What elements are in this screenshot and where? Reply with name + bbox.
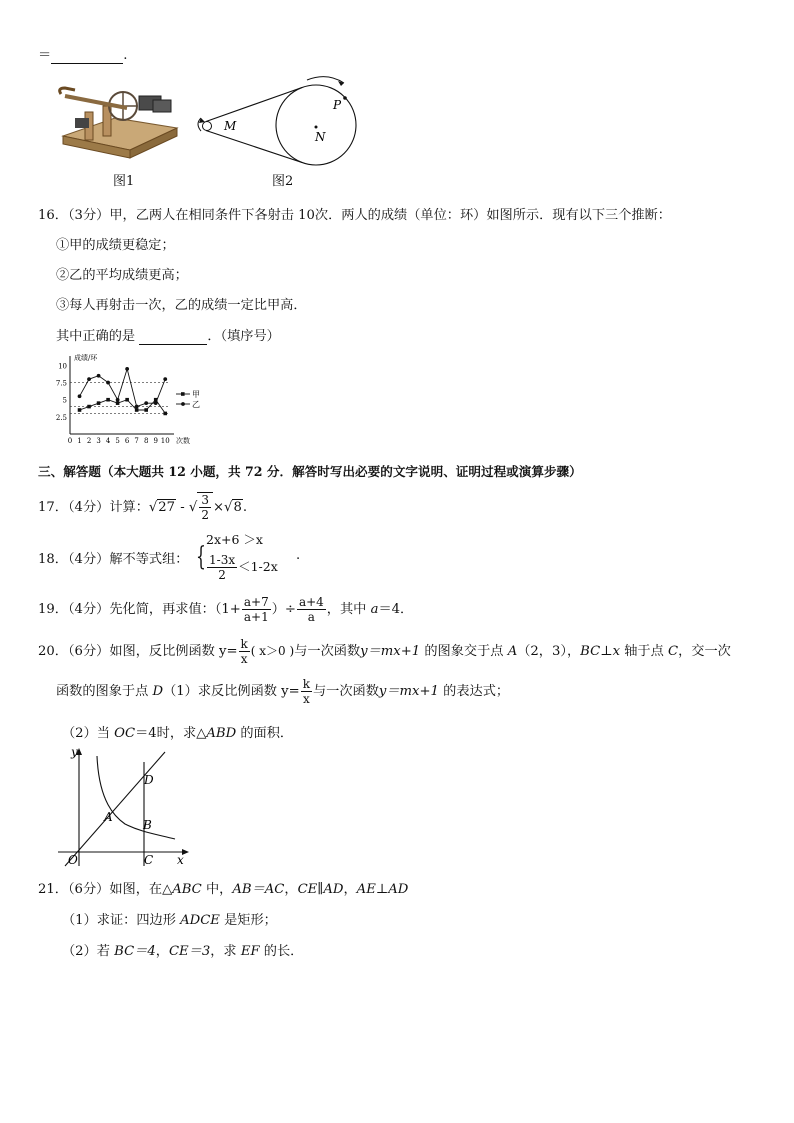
y-tick-label: 7.5 — [55, 379, 67, 388]
x-tick-label: 2 — [86, 437, 92, 445]
data-point — [97, 374, 101, 378]
svg-text:C: C — [144, 853, 154, 867]
data-point — [135, 405, 139, 409]
small-circle-m — [203, 122, 212, 131]
x-tick-label: 9 — [153, 437, 158, 445]
sqrt-8: √8 — [224, 500, 242, 515]
label-m: M — [224, 119, 237, 133]
fig1-caption: 图1 — [113, 174, 135, 189]
data-point — [116, 401, 120, 405]
sqrt-27: √27 — [148, 500, 176, 515]
data-point — [78, 394, 82, 398]
data-point — [78, 408, 82, 412]
data-point — [106, 381, 110, 385]
q16-stem: 16．（3分）甲，乙两人在相同条件下各射击 10次．两人的成绩（单位：环）如图所示．现有以下三个推断： — [38, 208, 671, 223]
q20-line1: 20．（6分）如图，反比例函数 y= $\frac{k}{x}$ ( x＞0 )与一次函数y＝mx+1 的图象交于点 A（2，3），BC⊥x 轴于点 C，交一次 — [38, 637, 731, 666]
svg-text:y: y — [71, 745, 78, 759]
data-point — [125, 367, 129, 371]
data-point — [163, 377, 167, 381]
x-tick-label: 10 — [160, 437, 170, 445]
y-axis-label: 成绩/环 — [74, 354, 98, 362]
q16-item2: ②乙的平均成绩更高； — [56, 268, 188, 283]
legend-label: 甲 — [192, 390, 200, 399]
legend-marker — [181, 392, 185, 396]
data-point — [154, 401, 158, 405]
q16-ask: 其中正确的是 ．（填序号） — [56, 329, 280, 344]
data-point — [87, 377, 91, 381]
svg-text:x: x — [177, 853, 184, 867]
x-tick-label: 8 — [143, 437, 149, 445]
q18-row2: $\frac{1-3x}{2}$ ＜1-2x — [209, 553, 278, 582]
y-tick-label: 5 — [62, 396, 67, 405]
q19: 19．（4分）先化简，再求值：（1+ $\frac{a+7}{a+1}$ ）÷ $\frac{a+4}{a}$ ，其中 a＝4． — [38, 595, 414, 624]
q21-part2: （2）若 BC＝4，CE＝3，求 EF 的长． — [62, 944, 304, 959]
x-tick-label: 4 — [105, 437, 111, 445]
legend-marker — [181, 402, 185, 406]
data-point — [116, 398, 120, 402]
x-tick-label: 5 — [115, 437, 120, 445]
data-point — [135, 408, 139, 412]
q18-prefix: 18．（4分）解不等式组： — [38, 552, 189, 567]
data-point — [144, 401, 148, 405]
label-n: N — [315, 130, 326, 144]
x-tick-label: 0 — [67, 437, 73, 445]
y-tick-label: 2.5 — [55, 413, 67, 422]
y-tick-label: 10 — [58, 362, 67, 371]
q15-answer-line: ＝ . — [38, 48, 128, 63]
svg-text:O: O — [68, 853, 78, 867]
q20-line2: 函数的图象于点 D（1）求反比例函数 y= $\frac{k}{x}$ 与一次函数y＝mx+1 的表达式； — [56, 677, 510, 706]
q20-part2: （2）当 OC＝4时，求△ABD 的面积． — [62, 726, 294, 741]
pulley-diagram — [195, 68, 365, 168]
q21-stem: 21．（6分）如图，在△ABC 中，AB＝AC，CE∥AD，AE⊥AD — [38, 882, 409, 897]
x-tick-label: 7 — [134, 437, 139, 445]
data-point — [106, 398, 110, 402]
label-p: P — [333, 98, 342, 112]
x-tick-label: 6 — [124, 437, 130, 445]
score-line-chart — [52, 350, 222, 450]
series-line-2 — [80, 369, 166, 407]
q16-item1: ①甲的成绩更稳定； — [56, 238, 175, 253]
answer-blank[interactable] — [51, 48, 123, 64]
svg-text:B: B — [143, 818, 152, 832]
answer-blank[interactable] — [139, 329, 207, 345]
data-point — [97, 401, 101, 405]
legend-label: 乙 — [192, 400, 200, 409]
q17: 17．（4分）计算：√27 - √ $\frac{3}{2}$ ×√8. — [38, 493, 248, 522]
linear-function-line — [65, 752, 165, 866]
svg-text:D: D — [144, 773, 154, 787]
data-point — [144, 408, 148, 412]
q21-part1: （1）求证：四边形 ADCE 是矩形； — [62, 913, 277, 928]
fig2-caption: 图2 — [272, 174, 294, 189]
function-graph — [55, 742, 195, 870]
svg-text:A: A — [104, 810, 113, 824]
data-point — [87, 405, 91, 409]
section3-heading: 三、解答题（本大题共 12 小题，共 72 分．解答时写出必要的文字说明、证明过程或演算步骤） — [38, 464, 582, 479]
x-tick-label: 1 — [77, 437, 82, 445]
q16-item3: ③每人再射击一次，乙的成绩一定比甲高． — [56, 298, 307, 313]
sqrt-fraction: √ $\frac{3}{2}$ — [189, 492, 213, 523]
q18-row1: 2x+6 ＞x — [206, 532, 263, 547]
x-tick-label: 3 — [96, 437, 101, 445]
data-point — [163, 412, 167, 416]
q18-end: . — [296, 548, 301, 563]
data-point — [125, 398, 129, 402]
hyperbola-curve — [97, 756, 175, 839]
brace: { — [196, 542, 206, 572]
x-axis-label: 次数 — [176, 437, 190, 445]
catapult-illustration — [55, 78, 180, 166]
